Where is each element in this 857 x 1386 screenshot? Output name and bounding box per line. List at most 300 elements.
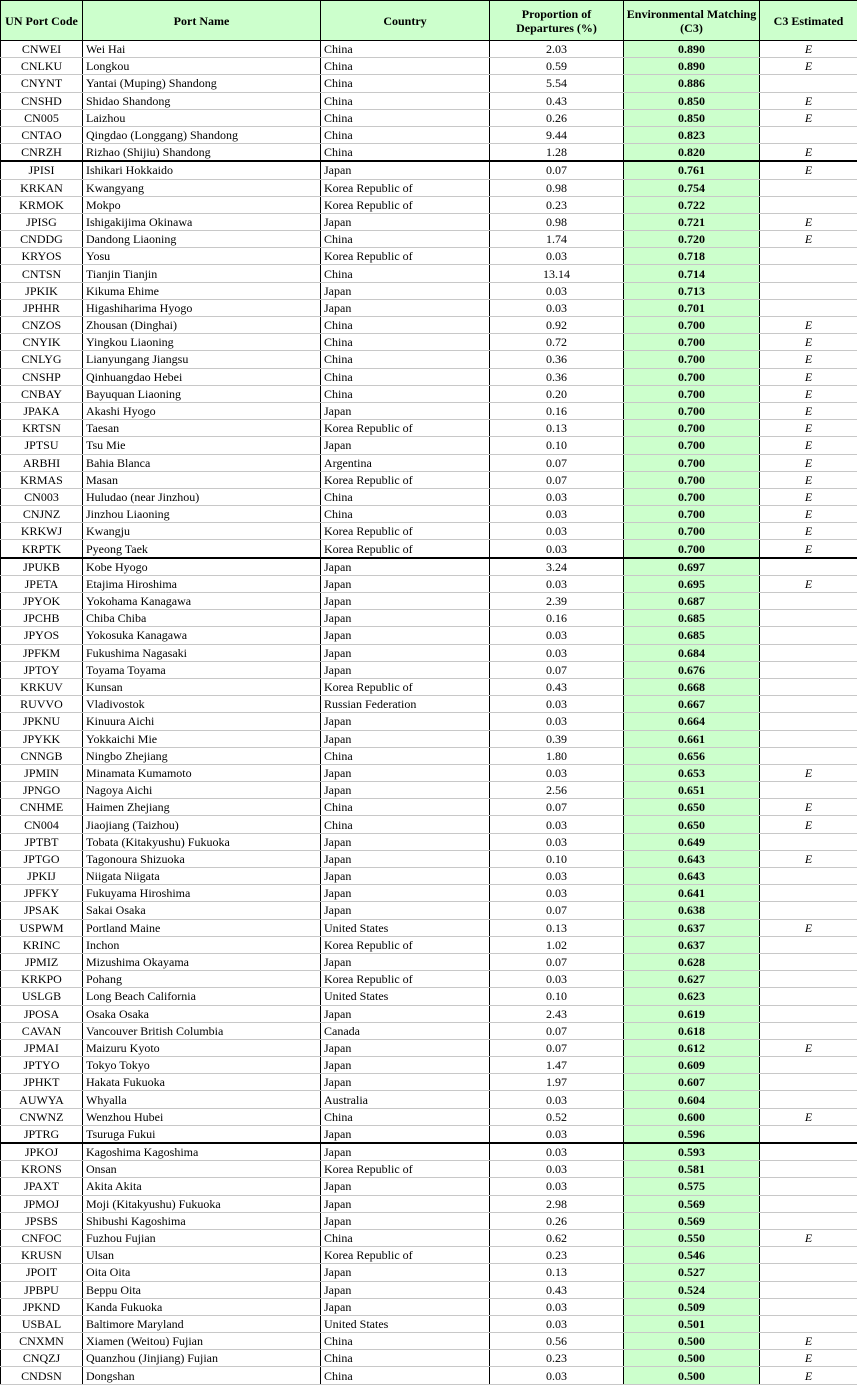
cell-c3: 0.700 [624,420,760,437]
cell-country: Korea Republic of [321,248,490,265]
cell-country: Japan [321,627,490,644]
cell-country: Korea Republic of [321,196,490,213]
cell-port-code: RUVVO [1,696,83,713]
cell-proportion: 2.03 [490,41,624,58]
cell-port-name: Yantai (Muping) Shandong [83,75,321,92]
cell-port-name: Fukushima Nagasaki [83,644,321,661]
cell-c3: 0.668 [624,678,760,695]
table-row [1,816,857,833]
cell-c3: 0.612 [624,1039,760,1056]
table-row [1,161,857,179]
cell-port-code: JPTSU [1,437,83,454]
table-row [1,92,857,109]
cell-c3-estimated: E [760,1108,857,1125]
cell-country: China [321,41,490,58]
table-row [1,764,857,781]
table-row [1,593,857,610]
cell-c3: 0.700 [624,385,760,402]
cell-proportion: 0.03 [490,885,624,902]
cell-country: Japan [321,610,490,627]
cell-port-name: Tsuruga Fukui [83,1125,321,1143]
table-row [1,196,857,213]
cell-c3: 0.650 [624,816,760,833]
table-row [1,919,857,936]
cell-port-name: Masan [83,471,321,488]
cell-c3-estimated [760,661,857,678]
cell-proportion: 0.07 [490,902,624,919]
table-row [1,988,857,1005]
cell-port-name: Whyalla [83,1091,321,1108]
cell-proportion: 0.03 [490,644,624,661]
cell-c3-estimated: E [760,506,857,523]
cell-proportion: 0.07 [490,661,624,678]
cell-proportion: 0.03 [490,971,624,988]
cell-c3: 0.664 [624,713,760,730]
cell-c3-estimated [760,1091,857,1108]
cell-c3-estimated [760,1195,857,1212]
cell-c3: 0.550 [624,1229,760,1246]
cell-port-name: Inchon [83,936,321,953]
cell-port-code: JPOIT [1,1264,83,1281]
cell-c3: 0.700 [624,317,760,334]
cell-country: Japan [321,1195,490,1212]
cell-port-code: JPAXT [1,1178,83,1195]
cell-c3-estimated [760,988,857,1005]
cell-c3-estimated: E [760,1229,857,1246]
cell-proportion: 5.54 [490,75,624,92]
cell-proportion: 0.56 [490,1333,624,1350]
cell-country: China [321,368,490,385]
cell-c3: 0.651 [624,782,760,799]
cell-country: China [321,231,490,248]
cell-port-name: Onsan [83,1161,321,1178]
cell-country: Korea Republic of [321,678,490,695]
cell-port-name: Yokosuka Kanagawa [83,627,321,644]
cell-c3: 0.637 [624,936,760,953]
cell-c3-estimated: E [760,1367,857,1384]
cell-port-name: Maizuru Kyoto [83,1039,321,1056]
cell-country: Japan [321,782,490,799]
table-row [1,1367,857,1384]
cell-port-code: JPCHB [1,610,83,627]
cell-c3-estimated [760,902,857,919]
cell-port-code: JPYKK [1,730,83,747]
cell-c3: 0.500 [624,1333,760,1350]
cell-c3: 0.650 [624,799,760,816]
cell-c3-estimated: E [760,368,857,385]
cell-country: Japan [321,437,490,454]
cell-proportion: 0.26 [490,109,624,126]
cell-port-name: Bayuquan Liaoning [83,385,321,402]
cell-proportion: 0.03 [490,540,624,558]
cell-c3: 0.687 [624,593,760,610]
table-row [1,420,857,437]
cell-c3-estimated [760,75,857,92]
cell-c3: 0.890 [624,41,760,58]
cell-port-code: JPBPU [1,1281,83,1298]
cell-country: China [321,334,490,351]
cell-port-name: Chiba Chiba [83,610,321,627]
cell-proportion: 2.98 [490,1195,624,1212]
cell-c3-estimated [760,593,857,610]
cell-port-name: Sakai Osaka [83,902,321,919]
table-row [1,1281,857,1298]
cell-c3: 0.501 [624,1315,760,1332]
cell-port-code: USPWM [1,919,83,936]
cell-c3: 0.695 [624,575,760,592]
cell-c3-estimated [760,868,857,885]
cell-c3: 0.643 [624,850,760,867]
table-row [1,41,857,58]
table-row [1,109,857,126]
table-row [1,885,857,902]
table-body [1,41,857,1385]
cell-proportion: 0.03 [490,868,624,885]
cell-port-name: Wei Hai [83,41,321,58]
cell-port-code: JPUKB [1,558,83,576]
header-country: Country [321,1,490,41]
table-row [1,1178,857,1195]
cell-port-code: JPSAK [1,902,83,919]
cell-port-code: JPTGO [1,850,83,867]
table-row [1,644,857,661]
cell-c3-estimated: E [760,109,857,126]
cell-c3-estimated: E [760,919,857,936]
cell-c3-estimated [760,248,857,265]
cell-c3-estimated: E [760,1039,857,1056]
cell-port-name: Oita Oita [83,1264,321,1281]
cell-c3: 0.637 [624,919,760,936]
cell-c3: 0.609 [624,1057,760,1074]
cell-port-code: CNHME [1,799,83,816]
cell-country: Japan [321,764,490,781]
cell-port-name: Taesan [83,420,321,437]
cell-proportion: 13.14 [490,265,624,282]
cell-port-code: JPKND [1,1298,83,1315]
cell-country: China [321,126,490,143]
cell-port-code: JPTYO [1,1057,83,1074]
cell-c3: 0.643 [624,868,760,885]
cell-country: Korea Republic of [321,523,490,540]
cell-port-name: Tagonoura Shizuoka [83,850,321,867]
cell-c3: 0.754 [624,179,760,196]
cell-country: Japan [321,833,490,850]
cell-port-code: CNTAO [1,126,83,143]
cell-c3: 0.500 [624,1350,760,1367]
cell-port-code: JPMIZ [1,953,83,970]
cell-country: China [321,816,490,833]
cell-c3: 0.823 [624,126,760,143]
cell-c3-estimated [760,126,857,143]
table-row [1,1143,857,1161]
cell-country: Japan [321,1298,490,1315]
cell-c3-estimated: E [760,850,857,867]
table-row [1,265,857,282]
cell-proportion: 0.07 [490,161,624,179]
cell-port-code: CNYIK [1,334,83,351]
cell-c3-estimated [760,1074,857,1091]
cell-c3-estimated: E [760,161,857,179]
cell-c3-estimated [760,713,857,730]
cell-country: Korea Republic of [321,1247,490,1264]
cell-proportion: 0.03 [490,1161,624,1178]
cell-c3-estimated [760,1281,857,1298]
cell-proportion: 0.23 [490,1247,624,1264]
table-row [1,1195,857,1212]
cell-country: Japan [321,850,490,867]
cell-proportion: 0.16 [490,402,624,419]
cell-port-code: JPHHR [1,299,83,316]
table-header [1,1,857,41]
cell-proportion: 0.03 [490,488,624,505]
cell-port-name: Tokyo Tokyo [83,1057,321,1074]
cell-port-code: CNJNZ [1,506,83,523]
cell-c3-estimated [760,747,857,764]
cell-c3-estimated [760,1143,857,1161]
table-row [1,610,857,627]
cell-c3-estimated: E [760,420,857,437]
cell-c3-estimated: E [760,317,857,334]
cell-port-code: KRUSN [1,1247,83,1264]
cell-c3: 0.700 [624,488,760,505]
cell-c3: 0.700 [624,368,760,385]
cell-country: China [321,488,490,505]
cell-c3-estimated: E [760,58,857,75]
cell-proportion: 2.56 [490,782,624,799]
cell-country: Korea Republic of [321,1161,490,1178]
cell-c3-estimated: E [760,816,857,833]
cell-c3-estimated [760,627,857,644]
cell-c3-estimated [760,1315,857,1332]
cell-c3: 0.593 [624,1143,760,1161]
cell-port-code: KRPTK [1,540,83,558]
cell-country: Japan [321,161,490,179]
cell-proportion: 0.03 [490,1367,624,1384]
cell-country: China [321,1108,490,1125]
cell-port-name: Toyama Toyama [83,661,321,678]
cell-country: United States [321,1315,490,1332]
cell-proportion: 0.03 [490,627,624,644]
cell-proportion: 0.07 [490,799,624,816]
cell-port-name: Portland Maine [83,919,321,936]
cell-c3: 0.700 [624,523,760,540]
cell-port-code: CNRZH [1,144,83,162]
cell-port-name: Kanda Fukuoka [83,1298,321,1315]
table-row [1,661,857,678]
cell-c3-estimated [760,1178,857,1195]
table-row [1,179,857,196]
cell-port-name: Kwangyang [83,179,321,196]
table-row [1,1039,857,1056]
cell-port-code: CN003 [1,488,83,505]
cell-proportion: 1.97 [490,1074,624,1091]
cell-country: Japan [321,1143,490,1161]
table-row [1,1057,857,1074]
cell-port-code: CNSHP [1,368,83,385]
cell-country: China [321,109,490,126]
cell-port-name: Mizushima Okayama [83,953,321,970]
table-row [1,282,857,299]
cell-country: Japan [321,593,490,610]
cell-c3: 0.661 [624,730,760,747]
cell-port-code: JPMIN [1,764,83,781]
cell-port-name: Xiamen (Weitou) Fujian [83,1333,321,1350]
cell-c3: 0.700 [624,540,760,558]
table-row [1,75,857,92]
cell-port-name: Kikuma Ehime [83,282,321,299]
cell-c3: 0.685 [624,610,760,627]
cell-port-name: Bahia Blanca [83,454,321,471]
cell-country: China [321,385,490,402]
cell-port-code: JPMOJ [1,1195,83,1212]
table-row [1,1315,857,1332]
cell-c3: 0.720 [624,231,760,248]
cell-country: Japan [321,868,490,885]
cell-port-code: CNTSN [1,265,83,282]
cell-port-code: CNLKU [1,58,83,75]
cell-port-code: KRYOS [1,248,83,265]
cell-port-name: Minamata Kumamoto [83,764,321,781]
table-row [1,936,857,953]
table-row [1,713,857,730]
cell-country: Japan [321,644,490,661]
cell-port-name: Jinzhou Liaoning [83,506,321,523]
cell-c3-estimated: E [760,402,857,419]
cell-port-name: Ishikari Hokkaido [83,161,321,179]
cell-c3-estimated [760,1264,857,1281]
table-row [1,1298,857,1315]
cell-country: China [321,75,490,92]
cell-c3: 0.722 [624,196,760,213]
cell-proportion: 0.98 [490,179,624,196]
cell-c3-estimated [760,971,857,988]
cell-port-name: Dandong Liaoning [83,231,321,248]
cell-proportion: 0.59 [490,58,624,75]
header-c3: Environmental Matching (C3) [624,1,760,41]
cell-c3: 0.721 [624,213,760,230]
table-row [1,1229,857,1246]
cell-port-code: JPTRG [1,1125,83,1143]
table-row [1,1005,857,1022]
cell-country: Korea Republic of [321,471,490,488]
cell-proportion: 0.03 [490,833,624,850]
cell-c3: 0.628 [624,953,760,970]
cell-port-name: Tianjin Tianjin [83,265,321,282]
cell-c3: 0.890 [624,58,760,75]
cell-c3-estimated: E [760,540,857,558]
cell-c3: 0.700 [624,454,760,471]
cell-c3-estimated: E [760,351,857,368]
cell-proportion: 0.62 [490,1229,624,1246]
table-row [1,747,857,764]
cell-proportion: 0.03 [490,1178,624,1195]
cell-port-code: JPISI [1,161,83,179]
cell-c3-estimated: E [760,764,857,781]
cell-port-name: Tobata (Kitakyushu) Fukuoka [83,833,321,850]
cell-c3: 0.569 [624,1212,760,1229]
cell-country: Japan [321,1074,490,1091]
cell-port-name: Zhousan (Dinghai) [83,317,321,334]
cell-country: China [321,1229,490,1246]
cell-c3: 0.596 [624,1125,760,1143]
cell-proportion: 0.03 [490,299,624,316]
cell-port-name: Rizhao (Shijiu) Shandong [83,144,321,162]
cell-c3: 0.649 [624,833,760,850]
cell-country: Japan [321,1212,490,1229]
cell-c3-estimated: E [760,799,857,816]
cell-port-name: Kobe Hyogo [83,558,321,576]
cell-c3-estimated: E [760,334,857,351]
cell-c3: 0.684 [624,644,760,661]
table-row [1,368,857,385]
cell-country: China [321,747,490,764]
table-row [1,523,857,540]
cell-c3-estimated [760,196,857,213]
cell-c3-estimated: E [760,385,857,402]
cell-country: Japan [321,282,490,299]
cell-port-name: Lianyungang Jiangsu [83,351,321,368]
cell-port-name: Jiaojiang (Taizhou) [83,816,321,833]
table-row [1,696,857,713]
cell-port-code: KRKUV [1,678,83,695]
cell-c3: 0.697 [624,558,760,576]
cell-port-name: Wenzhou Hubei [83,1108,321,1125]
cell-port-code: JPKOJ [1,1143,83,1161]
cell-c3-estimated: E [760,231,857,248]
cell-proportion: 0.03 [490,248,624,265]
cell-c3: 0.569 [624,1195,760,1212]
cell-proportion: 9.44 [490,126,624,143]
cell-proportion: 0.23 [490,196,624,213]
cell-port-name: Osaka Osaka [83,1005,321,1022]
cell-country: China [321,58,490,75]
table-row [1,1212,857,1229]
table-row [1,402,857,419]
cell-port-code: JPFKY [1,885,83,902]
cell-port-name: Qinhuangdao Hebei [83,368,321,385]
cell-c3-estimated [760,282,857,299]
cell-c3: 0.546 [624,1247,760,1264]
cell-port-code: CNDSN [1,1367,83,1384]
cell-country: United States [321,988,490,1005]
cell-proportion: 0.39 [490,730,624,747]
table-row [1,833,857,850]
cell-port-name: Kwangju [83,523,321,540]
cell-port-name: Shibushi Kagoshima [83,1212,321,1229]
cell-port-code: KRINC [1,936,83,953]
cell-country: China [321,92,490,109]
cell-c3: 0.701 [624,299,760,316]
cell-country: Japan [321,1039,490,1056]
cell-port-code: KRMOK [1,196,83,213]
cell-port-code: JPNGO [1,782,83,799]
cell-c3: 0.500 [624,1367,760,1384]
cell-proportion: 0.03 [490,1315,624,1332]
cell-port-name: Yosu [83,248,321,265]
cell-country: Japan [321,1281,490,1298]
cell-c3-estimated [760,265,857,282]
cell-port-name: Qingdao (Longgang) Shandong [83,126,321,143]
cell-port-name: Moji (Kitakyushu) Fukuoka [83,1195,321,1212]
table-row [1,351,857,368]
cell-c3: 0.676 [624,661,760,678]
cell-c3-estimated [760,678,857,695]
cell-port-name: Kunsan [83,678,321,695]
table-row [1,1350,857,1367]
cell-country: China [321,799,490,816]
cell-c3-estimated: E [760,1350,857,1367]
cell-proportion: 0.20 [490,385,624,402]
